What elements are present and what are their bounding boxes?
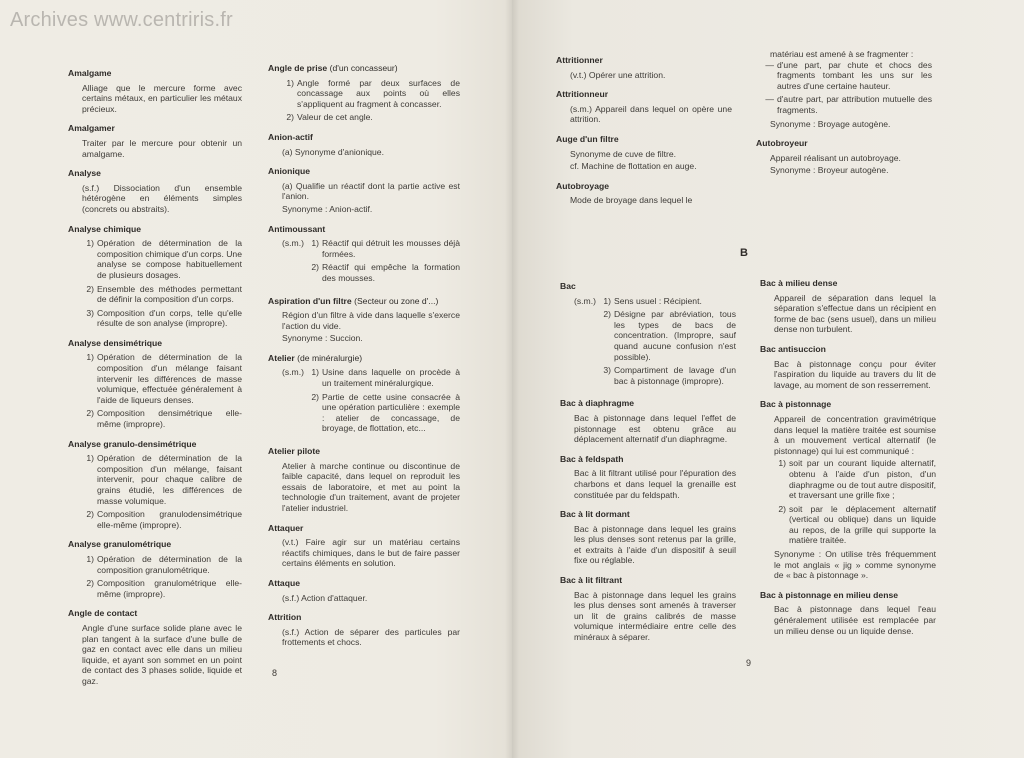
headword-text: Analyse bbox=[68, 168, 101, 179]
headword-text: Attritionner bbox=[556, 55, 603, 65]
numbered-list bbox=[82, 453, 242, 530]
entry-headword bbox=[556, 55, 732, 66]
list-item bbox=[307, 367, 460, 388]
dash-marker: — bbox=[765, 59, 774, 70]
headword-text: Auge d'un filtre bbox=[556, 133, 619, 144]
glossary-entry bbox=[268, 353, 460, 437]
entry-synonym: Synonyme : Succion. bbox=[282, 333, 363, 344]
entry-headword bbox=[68, 539, 242, 550]
numbered-list bbox=[282, 78, 460, 123]
headword-text: Bac antisuccion bbox=[760, 343, 826, 354]
glossary-entry bbox=[756, 49, 932, 129]
headword-text: Bac à lit dormant bbox=[560, 509, 630, 520]
list-item bbox=[282, 112, 460, 123]
entry-headword bbox=[760, 399, 936, 410]
entry-headword bbox=[68, 608, 242, 619]
entry-headword bbox=[68, 123, 242, 134]
item-text: d'autre part, par attribution mutuelle des fragments. bbox=[777, 94, 932, 115]
item-number: 1) bbox=[86, 238, 94, 249]
entry-headword bbox=[760, 344, 936, 355]
entry-definition: Appareil de concentration gravimétrique dans lequel la matière traitée est soumise à un mouvement vertical alternatif (le pistonnage) qui lui est communiqué : bbox=[774, 413, 936, 456]
glossary-entry bbox=[560, 398, 736, 444]
entry-definition: Atelier à marche continue ou discontinue de faible capacité, dans lequel on reproduit les essais de laboratoire, et met au point la technologie d'un traitement, avant de projeter l'atelier industriel. bbox=[282, 460, 460, 513]
item-number: 2) bbox=[86, 283, 94, 294]
entry-definition: (a) Qualifie un réactif dont la partie active est l'anion. bbox=[282, 180, 460, 202]
page-number-left: 8 bbox=[272, 668, 278, 678]
entry-grammar-prefix: (s.m.) bbox=[282, 367, 304, 378]
entry-headword bbox=[268, 296, 460, 307]
item-text: Partie de cette usine consacrée à une opération particulière : exemple : atelier de concassage, de broyage, de flottation, etc... bbox=[321, 391, 460, 434]
entry-headword bbox=[560, 454, 736, 465]
entry-grammar-prefix: (s.m.) bbox=[282, 238, 304, 249]
glossary-entry bbox=[560, 454, 736, 500]
numbered-list bbox=[82, 238, 242, 329]
headword-text: Angle de contact bbox=[68, 608, 138, 619]
list-item bbox=[282, 78, 460, 110]
entry-definition: (s.f.) Dissociation d'un ensemble hétérogène en éléments simples (concrets ou abstraits). bbox=[82, 182, 242, 214]
item-text: Ensemble des méthodes permettant de définir la composition d'un corps. bbox=[97, 283, 242, 305]
entry-headword bbox=[268, 63, 460, 74]
entry-synonym: Synonyme : Anion-actif. bbox=[282, 203, 373, 214]
entry-headword bbox=[760, 278, 936, 289]
entry-headword bbox=[760, 590, 936, 601]
dash-list bbox=[764, 60, 932, 116]
list-item bbox=[82, 453, 242, 506]
list-item bbox=[764, 60, 932, 92]
item-text: Réactif qui détruit les mousses déjà formées. bbox=[321, 238, 460, 259]
headword-text: Anion-actif bbox=[268, 131, 313, 142]
headword-text: Antimoussant bbox=[268, 223, 326, 234]
item-text: Réactif qui empêche la formation des mousses. bbox=[321, 262, 460, 283]
entry-headword bbox=[560, 398, 736, 409]
list-item bbox=[307, 392, 460, 434]
glossary-entry bbox=[68, 68, 242, 114]
glossary-entry bbox=[268, 523, 460, 569]
dash-marker: — bbox=[765, 94, 774, 105]
item-text: Sens usuel : Récipient. bbox=[613, 295, 702, 306]
list-item bbox=[307, 262, 460, 283]
entry-headword bbox=[68, 68, 242, 79]
entry-headword bbox=[268, 132, 460, 143]
glossary-entry bbox=[268, 224, 460, 287]
entry-definition: (a) Synonyme d'anionique. bbox=[282, 146, 384, 157]
numbered-list bbox=[599, 296, 736, 390]
item-text: Compartiment de lavage d'un bac à pistonnage (impropre). bbox=[613, 365, 736, 386]
glossary-entry bbox=[68, 338, 242, 430]
list-item bbox=[82, 284, 242, 305]
entry-definition: Alliage que le mercure forme avec certains métaux, en particulier les métaux précieux. bbox=[82, 82, 242, 114]
item-text: Désigne par abréviation, tous les types de bacs de concentration. (Impropre, sauf quand aucune confusion n'est possible). bbox=[613, 309, 736, 362]
item-text: Opération de détermination de la composition granulométrique. bbox=[97, 553, 242, 575]
item-text: soit par un courant liquide alternatif, obtenu à l'aide d'un piston, d'un diaphragme ou de tout autre dispositif, et traversant une grille fixe ; bbox=[789, 458, 936, 501]
headword-text: Bac à milieu dense bbox=[760, 278, 838, 288]
entry-definition: (s.f.) Action de séparer des particules par frottements et chocs. bbox=[282, 626, 460, 648]
item-text: Opération de détermination de la composition d'un mélange faisant intervenir les différences de masse volumique, effectuée généralement à l'aide de liqueurs denses. bbox=[97, 352, 242, 405]
list-item bbox=[599, 296, 736, 307]
item-text: Composition densimétrique elle-même (impropre). bbox=[97, 408, 242, 430]
glossary-entry bbox=[268, 166, 460, 214]
item-number: 2) bbox=[603, 309, 611, 320]
numbered-list bbox=[307, 238, 460, 286]
headword-text: Aspiration d'un filtre bbox=[268, 295, 352, 306]
entry-definition: (s.f.) Action d'attaquer. bbox=[282, 592, 368, 603]
numbered-list bbox=[307, 367, 460, 437]
column-1 bbox=[68, 68, 242, 696]
glossary-entry bbox=[556, 55, 732, 80]
entry-headword bbox=[556, 181, 732, 192]
glossary-entry bbox=[68, 168, 242, 214]
entry-headword bbox=[560, 575, 736, 586]
headword-text: Attaque bbox=[268, 577, 300, 588]
headword-text: Bac à lit filtrant bbox=[560, 575, 623, 586]
glossary-entry bbox=[560, 575, 736, 643]
headword-text: Atelier pilote bbox=[268, 446, 321, 457]
headword-text: Bac à pistonnage en milieu dense bbox=[760, 589, 899, 600]
glossary-entry bbox=[68, 439, 242, 531]
entry-headword bbox=[268, 578, 460, 589]
entry-definition: Mode de broyage dans lequel le bbox=[570, 195, 693, 206]
book-gutter bbox=[505, 0, 519, 758]
entry-headword bbox=[268, 446, 460, 457]
glossary-entry bbox=[268, 296, 460, 344]
list-item bbox=[82, 352, 242, 405]
glossary-entry bbox=[268, 446, 460, 514]
entry-definition: Région d'un filtre à vide dans laquelle s'exerce l'action du vide. bbox=[282, 310, 460, 331]
entry-definition: Bac à pistonnage dans lequel l'effet de pistonnage est obtenu grâce au déplacement alternatif d'un diaphragme. bbox=[574, 412, 736, 445]
entry-definition: (v.t.) Faire agir sur un matériau certains réactifs chimiques, dans le but de faire passer certains éléments en solution. bbox=[282, 537, 460, 569]
item-number: 1) bbox=[311, 238, 319, 249]
entry-definition: Appareil réalisant un autobroyage. bbox=[770, 152, 901, 163]
glossary-entry bbox=[556, 89, 732, 125]
headword-text: Bac à pistonnage bbox=[760, 399, 832, 410]
entry-headword bbox=[560, 509, 736, 520]
headword-text: Analyse chimique bbox=[68, 223, 142, 234]
item-number: 1) bbox=[86, 453, 94, 464]
list-item bbox=[82, 238, 242, 280]
list-item bbox=[82, 509, 242, 530]
item-text: Usine dans laquelle on procède à un traitement minéralurgique. bbox=[321, 367, 460, 389]
glossary-entry bbox=[68, 224, 242, 329]
entry-headword bbox=[560, 281, 736, 292]
page-number-right: 9 bbox=[746, 658, 752, 668]
item-text: Angle formé par deux surfaces de concassage aux points où elles s'appliquent au fragment à concasser. bbox=[297, 77, 460, 109]
item-number: 2) bbox=[778, 503, 786, 514]
headword-text: Angle de prise bbox=[268, 63, 328, 73]
entry-definition: Bac à pistonnage dans lequel les grains les plus denses sont amenés à traverser un lit de grains calibrés de masse volumique intermédiaire entre celle des minéraux à séparer. bbox=[574, 589, 736, 643]
entry-headword bbox=[68, 439, 242, 450]
headword-text: Bac bbox=[560, 281, 576, 291]
list-item bbox=[774, 458, 936, 500]
item-number: 1) bbox=[778, 458, 786, 469]
item-number: 2) bbox=[86, 408, 94, 419]
glossary-entry bbox=[68, 608, 242, 686]
headword-qualifier: (Secteur ou zone d'...) bbox=[354, 295, 439, 306]
item-text: Composition granulodensimétrique elle-même (impropre). bbox=[97, 509, 242, 530]
glossary-entry bbox=[268, 63, 460, 123]
entry-definition: (s.m.) Appareil dans lequel on opère une attrition. bbox=[570, 103, 732, 125]
item-number: 2) bbox=[86, 578, 94, 589]
column-5 bbox=[560, 281, 736, 652]
entry-definition: Synonyme de cuve de filtre. bbox=[570, 148, 677, 159]
headword-text: Atelier bbox=[268, 352, 295, 363]
item-number: 1) bbox=[603, 295, 611, 306]
headword-text: Analyse densimétrique bbox=[68, 337, 163, 348]
numbered-list bbox=[774, 458, 936, 546]
entry-definition: Bac à pistonnage dans lequel les grains les plus denses sont retenus par la grille, et extraits à l'aide d'un dispositif à seuil fixe ou réglable. bbox=[574, 523, 736, 566]
column-6 bbox=[760, 278, 936, 645]
item-text: Composition d'un corps, telle qu'elle résulte de son analyse (impropre). bbox=[97, 307, 242, 329]
entry-headword bbox=[268, 224, 460, 235]
item-number: 2) bbox=[86, 509, 94, 520]
glossary-entry bbox=[268, 612, 460, 648]
entry-definition: (v.t.) Opérer une attrition. bbox=[570, 69, 666, 80]
entry-definition: Appareil de séparation dans lequel la séparation s'effectue dans un récipient en forme de bac (sens usuel), dans un milieu dense non turbulent. bbox=[774, 292, 936, 335]
glossary-entry bbox=[760, 590, 936, 636]
item-number: 3) bbox=[86, 307, 94, 318]
entry-synonym: Synonyme : Broyage autogène. bbox=[770, 118, 891, 129]
list-item bbox=[82, 578, 242, 599]
list-item bbox=[599, 365, 736, 386]
glossary-entry bbox=[760, 399, 936, 581]
item-number: 2) bbox=[311, 391, 319, 402]
headword-text: Anionique bbox=[268, 166, 311, 177]
headword-qualifier: (de minéralurgie) bbox=[297, 352, 363, 363]
item-number: 3) bbox=[603, 365, 611, 376]
entry-numbered-block bbox=[560, 296, 736, 390]
list-item bbox=[82, 308, 242, 329]
headword-text: Attritionneur bbox=[556, 89, 609, 100]
glossary-entry bbox=[556, 181, 732, 206]
entry-numbered-block bbox=[268, 238, 460, 286]
glossary-entry bbox=[68, 539, 242, 599]
headword-text: Bac à diaphragme bbox=[560, 398, 635, 409]
item-text: Valeur de cet angle. bbox=[297, 112, 373, 123]
item-number: 2) bbox=[286, 112, 294, 123]
headword-qualifier: (d'un concasseur) bbox=[329, 63, 398, 73]
entry-headword bbox=[268, 612, 460, 623]
item-number: 1) bbox=[86, 352, 94, 363]
entry-headword bbox=[268, 523, 460, 534]
entry-grammar-prefix: (s.m.) bbox=[574, 295, 596, 306]
entry-headword bbox=[756, 138, 932, 149]
glossary-entry bbox=[556, 134, 732, 172]
entry-headword bbox=[68, 338, 242, 349]
entry-headword bbox=[268, 166, 460, 177]
entry-definition: Angle d'une surface solide plane avec le plan tangent à la surface d'une bulle de gaz en contact avec elle dans un milieu liquide, et ayant son sommet en un point de contact des 3 phases solide, liquide et gaz. bbox=[82, 622, 242, 686]
entry-definition: Bac à lit filtrant utilisé pour l'épuration des charbons et dans lequel la grenaille est constituée par du feldspath. bbox=[574, 468, 736, 500]
entry-headword bbox=[68, 168, 242, 179]
headword-text: Attaquer bbox=[268, 522, 304, 533]
headword-text: Bac à feldspath bbox=[560, 453, 624, 464]
glossary-entry bbox=[268, 132, 460, 157]
item-text: Opération de détermination de la composition d'un mélange, faisant intervenir, pour chaque calibre de grains étudié, les différences de masse volumique. bbox=[97, 453, 242, 506]
section-letter: B bbox=[740, 247, 748, 259]
item-number: 1) bbox=[311, 367, 319, 378]
column-4 bbox=[756, 47, 932, 185]
entry-definition: Bac à pistonnage conçu pour éviter l'aspiration du liquide au travers du lit de lavage, au moment de son resserrement. bbox=[774, 358, 936, 390]
entry-synonym: Synonyme : On utilise très fréquemment le mot anglais « jig » comme synonyme de « bac à pistonnage ». bbox=[774, 549, 936, 581]
list-item bbox=[307, 238, 460, 259]
numbered-list bbox=[82, 554, 242, 599]
entry-numbered-block bbox=[268, 367, 460, 437]
item-number: 2) bbox=[311, 262, 319, 273]
list-item bbox=[764, 94, 932, 115]
list-item bbox=[599, 309, 736, 362]
glossary-entry bbox=[560, 509, 736, 566]
entry-synonym: cf. Machine de flottation en auge. bbox=[570, 161, 697, 172]
entry-headword bbox=[556, 134, 732, 145]
headword-text: Attrition bbox=[268, 612, 302, 623]
item-text: Composition granulométrique elle-même (impropre). bbox=[97, 578, 242, 599]
headword-text: Analyse granulométrique bbox=[68, 539, 172, 550]
item-text: Opération de détermination de la composition chimique d'un corps. Une analyse se compose habituellement de plusieurs dosages. bbox=[97, 238, 242, 280]
headword-text: Amalgame bbox=[68, 68, 112, 78]
entry-continuation: matériau est amené à se fragmenter : bbox=[770, 49, 914, 59]
entry-synonym: Synonyme : Broyeur autogène. bbox=[770, 165, 889, 176]
glossary-entry bbox=[68, 123, 242, 159]
headword-text: Amalgamer bbox=[68, 123, 115, 134]
headword-text: Analyse granulo-densimétrique bbox=[68, 438, 197, 449]
list-item bbox=[774, 504, 936, 546]
entry-definition: Traiter par le mercure pour obtenir un amalgame. bbox=[82, 137, 242, 159]
entry-headword bbox=[556, 89, 732, 100]
entry-headword bbox=[68, 224, 242, 235]
entry-headword bbox=[268, 353, 460, 364]
watermark: Archives www.centriris.fr bbox=[10, 9, 233, 31]
column-3 bbox=[556, 55, 732, 215]
glossary-entry bbox=[560, 281, 736, 389]
column-2 bbox=[268, 63, 460, 657]
glossary-entry bbox=[760, 344, 936, 390]
item-number: 1) bbox=[286, 77, 294, 88]
list-item bbox=[82, 554, 242, 575]
headword-text: Autobroyage bbox=[556, 180, 609, 191]
item-text: d'une part, par chute et chocs des fragments tombant les uns sur les autres d'une certaine hauteur. bbox=[777, 59, 932, 91]
glossary-entry bbox=[756, 138, 932, 176]
numbered-list bbox=[82, 352, 242, 429]
entry-definition: Bac à pistonnage dans lequel l'eau généralement utilisée est remplacée par un milieu dense ou un liquide dense. bbox=[774, 604, 936, 636]
headword-text: Autobroyeur bbox=[756, 138, 808, 149]
item-number: 1) bbox=[86, 553, 94, 564]
item-text: soit par le déplacement alternatif (vertical ou oblique) dans un liquide au repos, de la grille qui supporte la matière traitée. bbox=[789, 503, 936, 546]
glossary-entry bbox=[268, 578, 460, 603]
list-item bbox=[82, 408, 242, 429]
glossary-entry bbox=[760, 278, 936, 335]
